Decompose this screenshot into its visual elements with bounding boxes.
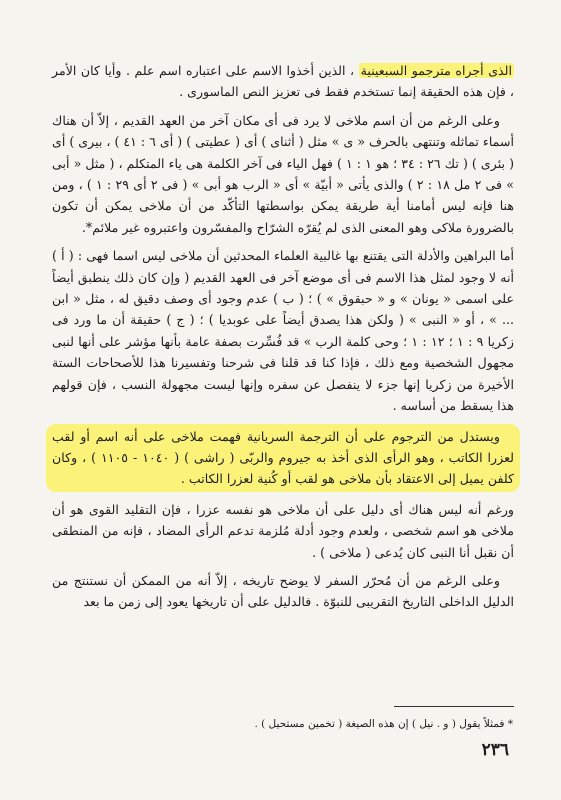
paragraph-1-text: ، الذين أخذوا الاسم على اعتباره اسم علم . وأيا كان الأمر ، فإن هذه الحقيقة إنما تستخدم فقط فى تعزيز النص الماسورى . <box>52 63 514 100</box>
paragraph-1 <box>52 60 514 103</box>
paragraph-6: وعلى الرغم من أن مُحرّر السفر لا يوضح تاريخه ، إلاّ أنه من الممكن أن نستنتج من الدليل الداخلى التاريخ التقريبى للنبوّة . فالدليل على أن تاريخها يعود إلى زمن ما بعد <box>52 572 514 610</box>
main-text <box>52 60 514 620</box>
paragraph-5: ورغم أنه ليس هناك أى دليل على أن ملاخى هو نفسه عزرا ، فإن التقليد القوى هو أن ملاخى هو اسم شخصى ، ولعدم وجود أدلة مُلزمة تدعم الرأى المضاد ، فإنه من المنطقى أن نقبل أنا النبى كان يُدعى ( ملاخى ) . <box>52 501 514 560</box>
paragraph-2: وعلى الرغم من أن اسم ملاخى لا يرد فى أى مكان آخر من العهد القديم ، إلاّ أن هناك أسماء تماثله وتنتهى بالحرف « ى » مثل ( أثناى ) أى ( عطيتى ) ( أى ٦ : ٤١ ) ، بيرى ) أى ( بئرى ) ( تك ٢٦ : ٣٤ ؛ هو ١ : ١ ) فهل الياء فى آخر الكلمة هى ياء المتكلم ، ( مثل « أبى » فى ٢ مل ١٨ : ٢ ) والذى يأتى « أبيّة » أى « الرب هو أبى » ( فى ٢ أى ٢٩ : ١ ) ، ومن هنا فإنه ليس أمامنا أية طريقة يمكن بواسطتها التأكّد من أن ملاخى يمكن أن تكون بالضرورة ملاكى وهو المعنى الذى لم يُقرّه الشرّاح والمفسّرون واعتبروه غير ملائم*. <box>52 112 514 235</box>
page-number: ٢٣٦ <box>481 740 509 760</box>
paragraph-3: أما البراهين والأدلة التى يقتنع بها غالبية العلماء المحدثين أن ملاخى ليس اسما فهى : ( أ ) أنه لا وجود لمثل هذا الاسم فى أى موضع آخر فى العهد القديم ( وإن كان ذلك ينطبق أيضاً على اسمى « يونان » و « حبقوق » ) ؛ ( ب ) عدم وجود أى وصف دقيق له ، مثل « ابن ... » ، أو « النبى » ( ولكن هذا يصدق أيضاً على عوبديا ) ؛ ( ج ) حقيقة أن ما ورد فى زكريا ٩ : ١ ؛ ١٢ : ١ ؛ وحى كلمة الرب » قد فُسِّرت بصفة عامة بأنها مؤشر على أنها لنبى مجهول الشخصية ومع ذلك ، فإذا كنا قد قلنا فى شرحنا وتفسيرنا هذا للأصحاحات الستة الأخيرة من زكريا إنها جزء لا ينفصل عن سفره وإنها ليست مجهولة النسب ، فإن قولهم هذا يسقط من أساسه . <box>52 248 515 414</box>
footnote-divider <box>394 706 514 707</box>
highlighted-phrase: الذى أجراه مترجمو السبعينية <box>360 63 512 78</box>
footnote: * فمثلاً يقول ( و . نيل ) إن هذه الصيغة ( تخمين مستحيل ) . <box>254 718 513 730</box>
highlighted-paragraph: ويستدل من الترجوم على أن الترجمة السريانية فهمت ملاخى على أنه اسم أو لقب لعزرا الكاتب ، وهو الرأى الذى أخذ به جيروم والربّى ( راشى ) ( ١٠٤٠ - ١١٠٥ ) ، وكان كلفن يميل إلى الاعتقاد بأن ملاخى هو لقب أو كُنية لعزرا الكاتب . <box>46 424 520 492</box>
